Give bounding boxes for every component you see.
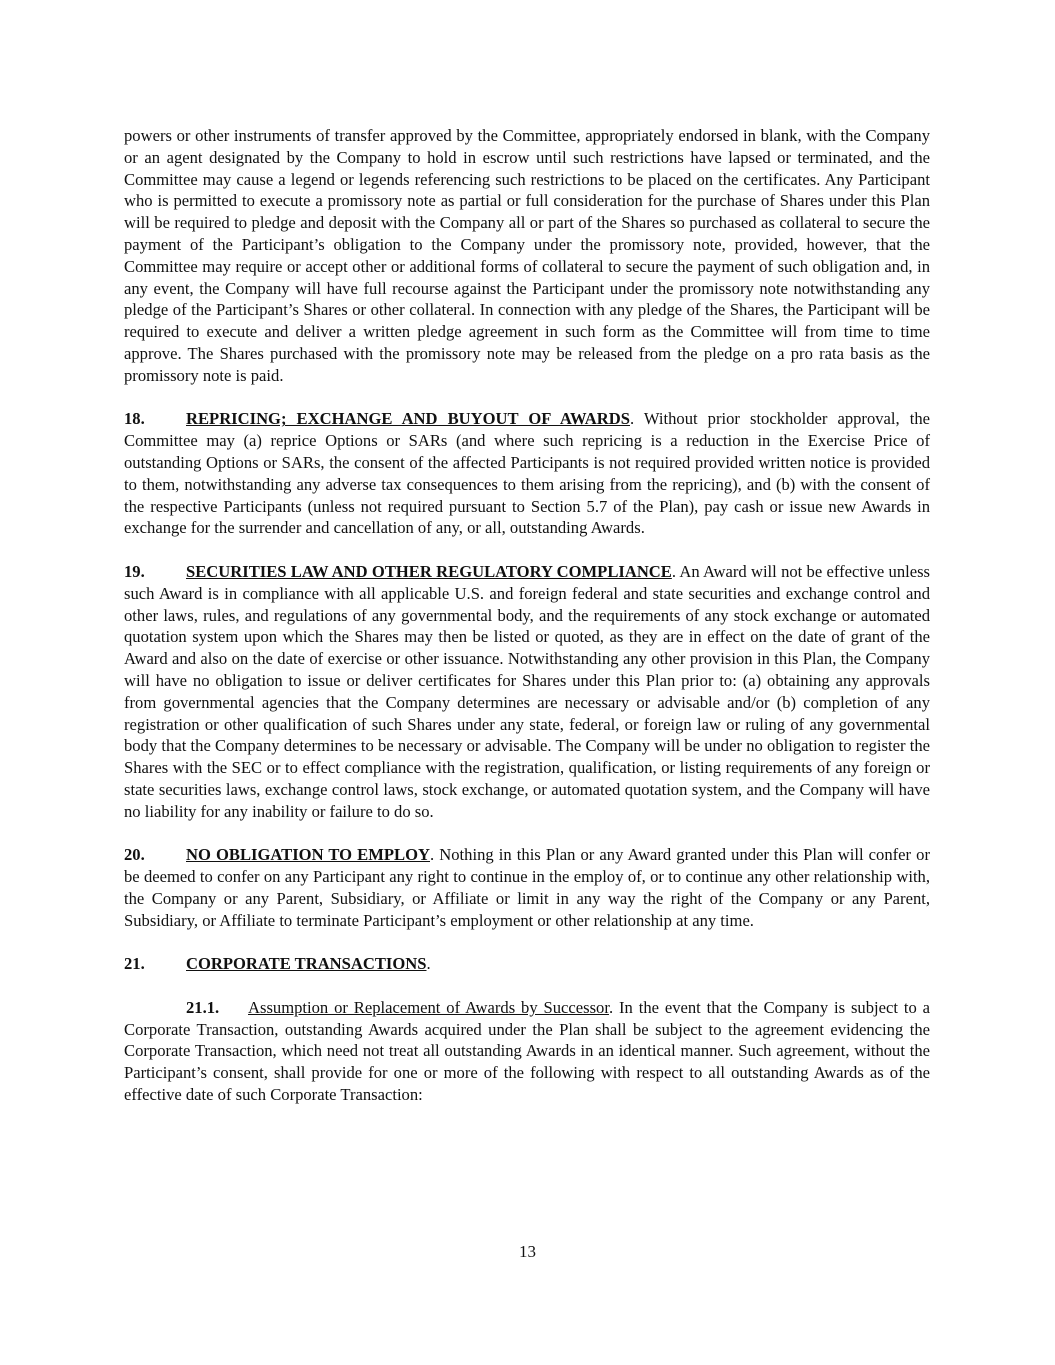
subsection-number: 21.1. [186,997,220,1017]
section-body: Without prior stockholder approval, the Committee may (a) reprice Options or SARs (and where such repricing is a reduction in the Exercise Price of outstanding Options or SARs, the consent of the affected Participants is not required provided written notice is provided to them, notwithstanding any adverse tax consequences to them arising from the repricing), and (b) with the consent of the respective Participants (unless not required pursuant to Section 5.7 of the Plan), pay cash or issue new Awards in exchange for the surrender and cancellation of any, or all, outstanding Awards. [124,409,930,538]
section-20 [124,844,930,931]
section-body: Nothing in this Plan or any Award granted under this Plan will confer or be deemed to confer on any Participant any right to continue in the employ of, or to continue any other relationship with, the Company or any Parent, Subsidiary, or Affiliate or limit in any way the right of the Company or any Parent, Subsidiary, or Affiliate to terminate Participant’s employment or other relationship at any time. [124,845,930,930]
section-number: 21. [124,954,145,974]
section-number: 18. [124,409,145,429]
subsection-title: Assumption or Replacement of Awards by Successor [248,997,609,1017]
section-19 [124,561,930,823]
section-title-period: . [430,845,435,865]
section-21 [124,953,930,975]
subsection-title-period: . [608,997,614,1017]
section-title: SECURITIES LAW AND OTHER REGULATORY COMPLIANCE [186,561,672,581]
document-page [124,125,930,1106]
section-title-period: . [671,561,677,581]
continuation-paragraph: powers or other instruments of transfer approved by the Committee, appropriately endorsed in blank, with the Company or an agent designated by the Company to hold in escrow until such restrictions have lapsed or terminated, and the Committee may cause a legend or legends referencing such restrictions to be placed on the certificates. Any Participant who is permitted to execute a promissory note as partial or full consideration for the purchase of Shares under this Plan will be required to pledge and deposit with the Company all or part of the Shares so purchased as collateral to secure the payment of the Participant’s obligation to the Company under the promissory note, provided, however, that the Committee may require or accept other or additional forms of collateral to secure the payment of such obligation and, in any event, the Company will have full recourse against the Participant under the promissory note notwithstanding any pledge of the Participant’s Shares or other collateral. In connection with any pledge of the Shares, the Participant will be required to execute and deliver a written pledge agreement in such form as the Committee will from time to time approve. The Shares purchased with the promissory note may be released from the pledge on a pro rata basis as the promissory note is paid. [124,126,930,385]
section-body: An Award will not be effective unless such Award is in compliance with all applicable U.S. and foreign federal and state securities and exchange control and other laws, rules, and regulations of any governmental body, and the requirements of any stock exchange or automated quotation system upon which the Shares may then be listed or quoted, as they are in effect on the date of grant of the Award and also on the date of exercise or other issuance. Notwithstanding any other provision in this Plan, the Company will have no obligation to issue or deliver certificates for Shares under this Plan prior to: (a) obtaining any approvals from governmental agencies that the Company determines are necessary or advisable and/or (b) completion of any registration or other qualification of such Shares under any state, federal, or foreign law or ruling of any governmental body that the Company determines to be necessary or advisable. The Company will be under no obligation to register the Shares with the SEC or to effect compliance with the registration, qualification, or listing requirements of any foreign or state securities laws, exchange control laws, stock exchange, or automated quotation system, and the Company will have no liability for any inability or failure to do so. [124,561,931,821]
page-number: 13 [519,1242,536,1261]
subsection-body: In the event that the Company is subject to a Corporate Transaction, outstanding Awards acquired under the Plan shall be subject to the agreement evidencing the Corporate Transaction, which need not treat all outstanding Awards in an identical manner. Such agreement, without the Participant’s consent, shall provide for one or more of the following with respect to all outstanding Awards as of the effective date of such Corporate Transaction: [124,997,930,1105]
section-number: 19. [124,561,145,581]
section-number: 20. [124,845,145,865]
section-title: CORPORATE TRANSACTIONS [186,954,427,974]
subsection-21-1 [124,997,930,1106]
section-title-period: . [629,409,635,429]
section-18 [124,408,930,539]
section-title: NO OBLIGATION TO EMPLOY [186,845,430,865]
section-title-period: . [426,954,431,974]
section-title: REPRICING; EXCHANGE AND BUYOUT OF AWARDS [186,409,630,429]
